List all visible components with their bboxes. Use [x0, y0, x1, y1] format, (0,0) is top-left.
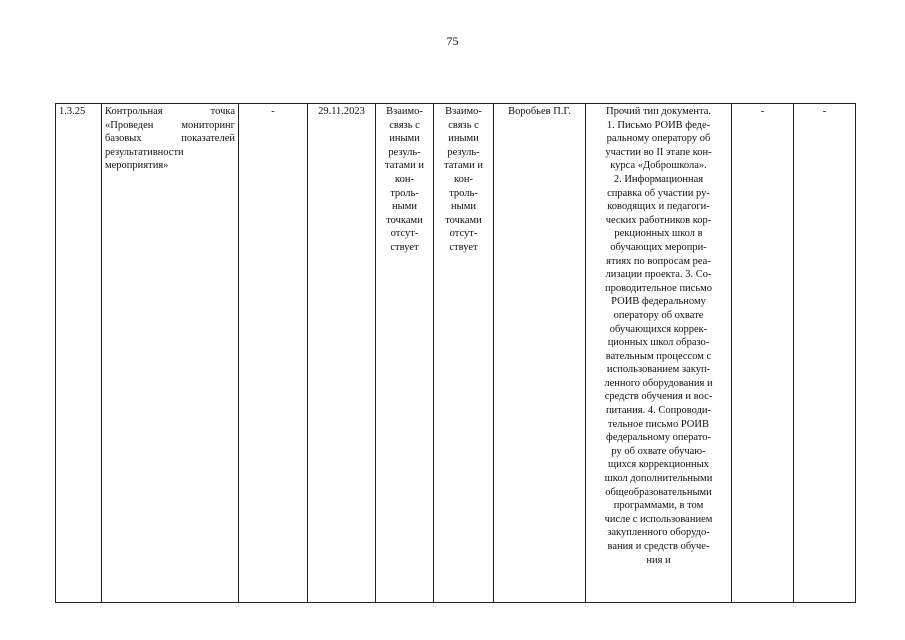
page-number: 75	[446, 34, 459, 48]
responsible-cell: Воробьев П.Г.	[494, 104, 586, 603]
dash-cell: -	[732, 104, 794, 603]
dash-cell: -	[794, 104, 856, 603]
date-cell: 29.11.2023	[308, 104, 376, 603]
relation-cell: Взаимо- связь с иными резуль- татами и кон- троль- ными точками отсут- ствует	[434, 104, 494, 603]
control-point-name-cell: Контрольная точка «Проведен мониторинг базовых показателей результативности мероприятия»	[102, 104, 239, 603]
documents-cell: Прочий тип документа. 1. Письмо РОИВ феде- ральному оператору об участии во II этапе кон- курса «Доброшкола». 2. Информационная справка об участии ру- ководящих и педагоги- ческих работников кор- рекционных школ в обучающих меропри- ятиях по вопросам реа- лизации проекта. 3. Со- проводительное письмо РОИВ федеральному оператору об охвате обучающихся коррек- ционных школ образо- вательным процессом с использованием закуп- ленного оборудования и средств обучения и вос- питания. 4. Сопроводи- тельное письмо РОИВ федеральному операто- ру об охвате обучаю- щихся коррекционных школ дополнительными общеобразовательными программами, в том числе с использованием закупленного оборудо- вания и средств обуче- ния и	[586, 104, 732, 603]
relation-cell: Взаимо- связь с иными резуль- татами и кон- троль- ными точками отсут- ствует	[376, 104, 434, 603]
dash-cell: -	[239, 104, 308, 603]
row-number-cell: 1.3.25	[56, 104, 102, 603]
table-row	[56, 104, 856, 603]
control-point-table	[55, 103, 856, 603]
